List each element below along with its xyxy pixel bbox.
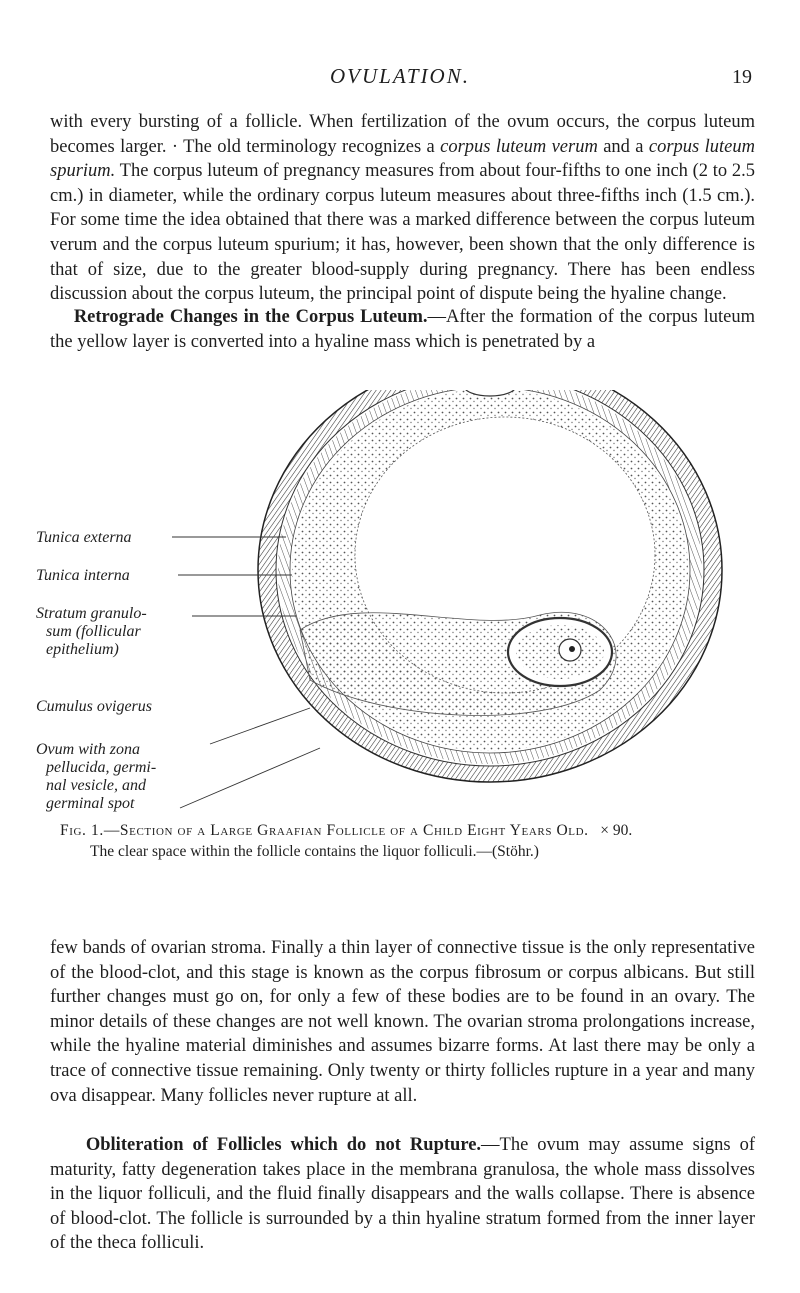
label-ovum-line-1: Ovum with zona <box>36 741 140 758</box>
para1-text-1: with every bursting of a follicle. When fertilization of the ovum occurs, the corpus luteum becomes larger. · The old terminology recognizes a <box>50 112 755 157</box>
label-tunica-interna: Tunica interna <box>36 567 130 584</box>
paragraph-corpus-luteum <box>50 110 755 307</box>
page-number: 19 <box>732 66 752 88</box>
para1-text-3: The corpus luteum of pregnancy measures from about four-fifths to one inch (2 to 2.5 cm.) in diameter, while the ordinary corpus luteum measures about three-fifths inch (1.5 cm.). For some time the idea obtained that there was a marked difference between the corpus luteum verum and the corpus luteum spurium; it has, however, been shown that the only difference is that of size, due to the greater blood-supply during pregnancy. There has been endless discussion about the corpus luteum, the principal point of dispute being the hyaline change. <box>50 161 755 305</box>
paragraph-corpus-albicans: few bands of ovarian stroma. Finally a thin layer of connective tissue is the only representative of the blood-clot, and this stage is known as the corpus fibrosum or corpus albicans. But still further changes must go on, for only a few of these bodies are to be found in an ovary. The minor details of these changes are not well known. The ovarian stroma prolongations increase, while the hyaline material diminishes and assumes bizarre forms. At last there may be only a trace of connective tissue remaining. Only twenty or thirty follicles rupture in a year and many ova disappear. Many follicles never rupture at all. <box>50 938 755 1106</box>
caption-title: —Section of a Large Graafian Follicle of a Child Eight Years Old. <box>103 822 589 839</box>
para4-text: —The ovum may assume signs of maturity, fatty degeneration takes place in the membrana granulosa, the whole mass dissolves in the liquor folliculi, and the fluid finally disappears and the walls collapse. There is absence of blood-clot. The follicle is surrounded by a thin hyaline stratum formed from the inner layer of the theca folliculi. <box>50 1135 756 1254</box>
running-head: OVULATION. <box>330 64 470 88</box>
label-tunica-externa: Tunica externa <box>36 529 132 546</box>
leader-ovum <box>180 748 320 808</box>
label-stratum-granulosum-line-3: epithelium) <box>46 641 119 658</box>
label-ovum-line-2: pellucida, germi- <box>46 759 157 776</box>
label-stratum-granulosum-line-1: Stratum granulo- <box>36 605 147 622</box>
label-cumulus-ovigerus: Cumulus ovigerus <box>36 698 152 715</box>
label-ovum-line-4: germinal spot <box>46 795 135 812</box>
para1-term-verum: corpus luteum verum <box>440 136 598 157</box>
para1-term-spurium: corpus luteum spurium. <box>50 136 755 182</box>
caption-magnification: × 90. <box>600 822 633 839</box>
paragraph-obliteration <box>50 1133 755 1256</box>
paragraph-retrograde-changes <box>50 305 755 354</box>
section-heading-retrograde: Retrograde Changes in the Corpus Luteum. <box>73 307 428 327</box>
leader-cumulus <box>210 708 310 744</box>
label-ovum-line-3: nal vesicle, and <box>46 777 146 794</box>
figure-graafian-follicle <box>0 390 800 810</box>
caption-line-2: The clear space within the follicle contains the liquor folliculi.—(Stöhr.) <box>90 843 539 860</box>
germinal-spot <box>569 646 575 652</box>
para2-text: —After the formation of the corpus luteum the yellow layer is converted into a hyaline mass which is penetrated by a <box>50 307 755 352</box>
label-stratum-granulosum-line-2: sum (follicular <box>46 623 141 640</box>
section-heading-obliteration: Obliteration of Follicles which do not Rupture. <box>85 1135 482 1155</box>
para1-text-2: and a <box>597 136 649 157</box>
figure-caption <box>60 820 760 862</box>
caption-figure-number: Fig. 1. <box>60 822 104 839</box>
